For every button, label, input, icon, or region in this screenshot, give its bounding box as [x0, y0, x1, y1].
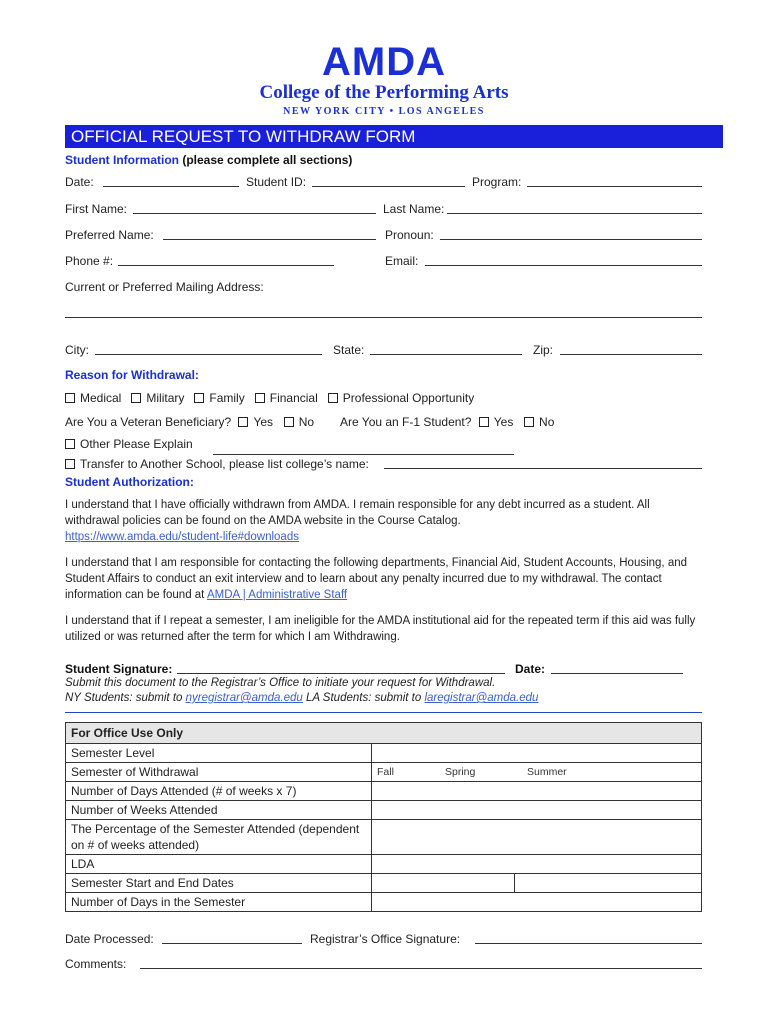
- reason-option-family[interactable]: Family: [194, 391, 244, 405]
- row-label-lda: LDA: [66, 855, 372, 874]
- other-explain-field[interactable]: [213, 454, 514, 455]
- date-processed-field[interactable]: [162, 943, 302, 944]
- start-date-cell[interactable]: [372, 874, 515, 893]
- authorization-paragraph-2: I understand that I am responsible for contacting the following departments, Financial Aid, Student Accounts, Housing, and Student Affairs to conduct an exit interview and to learn about any penalty incurred due to my withdrawal. The contact information can be found at AMDA | Administrative Staff: [65, 557, 688, 601]
- first-name-label: First Name:: [65, 202, 128, 216]
- office-use-table: [65, 722, 702, 912]
- pronoun-label: Pronoun:: [385, 228, 434, 242]
- checkbox-military[interactable]: [131, 393, 141, 403]
- authorization-paragraph-1: I understand that I have officially withdrawn from AMDA. I remain responsible for any debt incurred as a student. All withdrawal policies can be found on the AMDA website in the Course Catalog. https://www.amda.edu/student-life#downloads: [65, 499, 650, 543]
- transfer-college-field[interactable]: [384, 468, 702, 469]
- address-label: Current or Preferred Mailing Address:: [65, 280, 264, 294]
- student-signature-field[interactable]: [177, 673, 505, 674]
- checkbox-family[interactable]: [194, 393, 204, 403]
- program-label: Program:: [472, 175, 522, 189]
- form-title: OFFICIAL REQUEST TO WITHDRAW FORM: [65, 125, 723, 148]
- city-label: City:: [65, 343, 89, 357]
- weeks-attended-cell[interactable]: [372, 801, 702, 820]
- date-processed-label: Date Processed:: [65, 932, 154, 946]
- email-label: Email:: [385, 254, 419, 268]
- date-label: Date:: [65, 175, 94, 189]
- reason-option-financial[interactable]: Financial: [255, 391, 318, 405]
- row-label-percentage-attended: The Percentage of the Semester Attended (dependent on # of weeks attended): [66, 820, 372, 855]
- signature-date-label: Date:: [515, 662, 546, 676]
- days-in-semester-cell[interactable]: [372, 893, 702, 912]
- option-summer[interactable]: Summer: [527, 766, 567, 778]
- table-row: [66, 874, 702, 893]
- row-label-days-attended: Number of Days Attended (# of weeks x 7): [66, 782, 372, 801]
- checkbox-veteran-no[interactable]: [284, 417, 294, 427]
- table-row: [66, 855, 702, 874]
- state-label: State:: [333, 343, 365, 357]
- row-label-semester-level: Semester Level: [66, 744, 372, 763]
- checkbox-f1-yes[interactable]: [479, 417, 489, 427]
- option-fall[interactable]: Fall: [377, 766, 394, 778]
- zip-field[interactable]: [560, 354, 702, 355]
- comments-label: Comments:: [65, 957, 127, 971]
- ny-registrar-email[interactable]: nyregistrar@amda.edu: [185, 692, 303, 704]
- table-row: [66, 782, 702, 801]
- address-field[interactable]: [65, 317, 702, 318]
- checkbox-medical[interactable]: [65, 393, 75, 403]
- row-label-start-end-dates: Semester Start and End Dates: [66, 874, 372, 893]
- checkbox-veteran-yes[interactable]: [238, 417, 248, 427]
- downloads-link[interactable]: https://www.amda.edu/student-life#downloads: [65, 531, 299, 543]
- office-use-heading: For Office Use Only: [66, 723, 702, 744]
- reason-heading: Reason for Withdrawal:: [65, 368, 199, 382]
- authorization-paragraph-3: I understand that if I repeat a semester, I am ineligible for the AMDA institutional aid for the repeated term if this aid was fully utilized or was returned after the term for which I am Withdrawing.: [65, 615, 696, 643]
- checkbox-financial[interactable]: [255, 393, 265, 403]
- reason-option-military[interactable]: Military: [131, 391, 184, 405]
- reason-option-transfer[interactable]: Transfer to Another School, please list college’s name:: [65, 457, 369, 471]
- semester-level-cell[interactable]: [372, 744, 702, 763]
- table-row: [66, 893, 702, 912]
- row-label-semester-of-withdrawal: Semester of Withdrawal: [66, 763, 372, 782]
- last-name-label: Last Name:: [383, 202, 445, 216]
- student-id-label: Student ID:: [246, 175, 307, 189]
- amda-logo: AMDA: [322, 40, 446, 84]
- first-name-field[interactable]: [133, 213, 376, 214]
- checkbox-f1-no[interactable]: [524, 417, 534, 427]
- percentage-attended-cell[interactable]: [372, 820, 702, 855]
- program-field[interactable]: [527, 186, 702, 187]
- reason-option-professional[interactable]: Professional Opportunity: [328, 391, 474, 405]
- days-attended-cell[interactable]: [372, 782, 702, 801]
- last-name-field[interactable]: [447, 213, 702, 214]
- table-row: [66, 763, 702, 782]
- la-registrar-email[interactable]: laregistrar@amda.edu: [424, 692, 539, 704]
- submit-emails: NY Students: submit to nyregistrar@amda.edu LA Students: submit to laregistrar@amda.edu: [65, 692, 539, 704]
- submit-note: Submit this document to the Registrar’s Office to initiate your request for Withdrawal.: [65, 677, 496, 689]
- student-id-field[interactable]: [312, 186, 465, 187]
- administrative-staff-link[interactable]: AMDA | Administrative Staff: [206, 589, 348, 601]
- signature-date-field[interactable]: [551, 673, 683, 674]
- reason-option-other[interactable]: Other Please Explain: [65, 437, 193, 451]
- veteran-question: Are You a Veteran Beneficiary? Yes No: [65, 415, 315, 429]
- end-date-cell[interactable]: [515, 874, 702, 893]
- phone-label: Phone #:: [65, 254, 114, 268]
- zip-label: Zip:: [533, 343, 554, 357]
- preferred-name-label: Preferred Name:: [65, 228, 154, 242]
- pronoun-field[interactable]: [440, 239, 702, 240]
- table-row: [66, 820, 702, 855]
- registrar-signature-field[interactable]: [475, 943, 702, 944]
- authorization-heading: Student Authorization:: [65, 475, 194, 489]
- checkbox-professional[interactable]: [328, 393, 338, 403]
- table-row: [66, 744, 702, 763]
- comments-field[interactable]: [140, 968, 702, 969]
- reason-options-row: [65, 391, 474, 405]
- lda-cell[interactable]: [372, 855, 702, 874]
- registrar-signature-label: Registrar’s Office Signature:: [310, 932, 461, 946]
- reason-option-medical[interactable]: Medical: [65, 391, 121, 405]
- city-field[interactable]: [95, 354, 322, 355]
- phone-field[interactable]: [118, 265, 334, 266]
- campus-cities: NEW YORK CITY • LOS ANGELES: [283, 106, 485, 117]
- email-field[interactable]: [425, 265, 702, 266]
- f1-question: Are You an F-1 Student? Yes No: [340, 415, 555, 429]
- table-row: [66, 801, 702, 820]
- college-name: College of the Performing Arts: [259, 82, 509, 103]
- semester-options-cell[interactable]: [372, 763, 702, 782]
- option-spring[interactable]: Spring: [445, 766, 476, 778]
- checkbox-transfer[interactable]: [65, 459, 75, 469]
- divider: [65, 712, 702, 713]
- row-label-days-in-semester: Number of Days in the Semester: [66, 893, 372, 912]
- student-info-heading: Student Information (please complete all sections): [65, 153, 353, 167]
- checkbox-other[interactable]: [65, 439, 75, 449]
- student-info-note: (please complete all sections): [182, 153, 353, 167]
- date-field[interactable]: [103, 186, 239, 187]
- preferred-name-field[interactable]: [163, 239, 376, 240]
- student-signature-label: Student Signature:: [65, 662, 173, 676]
- state-field[interactable]: [370, 354, 522, 355]
- row-label-weeks-attended: Number of Weeks Attended: [66, 801, 372, 820]
